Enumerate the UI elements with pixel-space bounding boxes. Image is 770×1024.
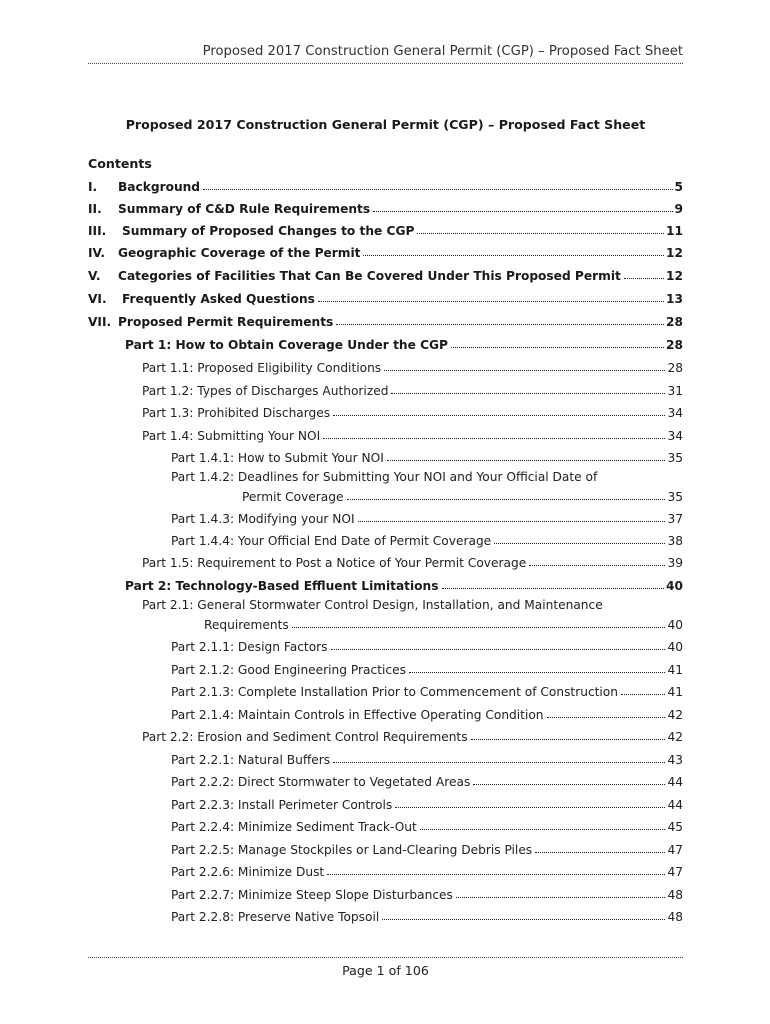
toc-entry[interactable] xyxy=(0,486,770,504)
toc-title[interactable]: Part 2.1: General Stormwater Control Design, Installation, and Maintenance xyxy=(142,598,603,612)
dot-leader xyxy=(391,392,665,394)
header-divider xyxy=(88,63,683,64)
toc-title: Part 2.2.7: Minimize Steep Slope Disturbances xyxy=(171,888,453,902)
toc-title: Part 2.1.3: Complete Installation Prior to Commencement of Construction xyxy=(171,685,618,699)
dot-leader xyxy=(358,520,666,522)
toc-entry[interactable] xyxy=(0,357,770,375)
toc-page: 37 xyxy=(667,512,683,526)
toc-number: II. xyxy=(88,202,102,216)
toc-page: 43 xyxy=(667,753,683,767)
toc-entry[interactable] xyxy=(0,614,770,632)
toc-title-continued: Requirements xyxy=(204,618,289,632)
toc-entry[interactable] xyxy=(0,311,770,329)
document-title: Proposed 2017 Construction General Permit (CGP) – Proposed Fact Sheet xyxy=(125,117,646,132)
toc-entry[interactable] xyxy=(0,771,770,789)
toc-title: Part 1: How to Obtain Coverage Under the CGP xyxy=(125,338,448,352)
toc-entry[interactable] xyxy=(0,447,770,465)
toc-title: Proposed Permit Requirements xyxy=(118,315,334,329)
page-header: Proposed 2017 Construction General Permit (CGP) – Proposed Fact Sheet xyxy=(202,44,683,59)
toc-entry[interactable] xyxy=(0,508,770,526)
toc-title-continued: Permit Coverage xyxy=(242,490,344,504)
toc-title: Part 1.4.4: Your Official End Date of Permit Coverage xyxy=(171,534,492,548)
toc-title: Part 2.2.3: Install Perimeter Controls xyxy=(171,798,393,812)
toc-title: Part 2.2.6: Minimize Dust xyxy=(171,865,325,879)
toc-page: 48 xyxy=(667,888,683,902)
toc-entry[interactable] xyxy=(0,681,770,699)
toc-page: 28 xyxy=(667,361,683,375)
toc-title: Part 2.2.8: Preserve Native Topsoil xyxy=(171,910,380,924)
toc-title: Part 2.2.5: Manage Stockpiles or Land-Clearing Debris Piles xyxy=(171,843,533,857)
toc-entry[interactable] xyxy=(0,265,770,283)
dot-leader xyxy=(471,738,666,740)
dot-leader xyxy=(347,498,666,500)
dot-leader xyxy=(327,873,665,875)
toc-page: 31 xyxy=(667,384,683,398)
toc-entry[interactable] xyxy=(0,794,770,812)
toc-entry[interactable] xyxy=(0,884,770,902)
toc-page: 39 xyxy=(667,556,683,570)
toc-entry[interactable] xyxy=(0,198,770,216)
toc-page: 5 xyxy=(674,180,683,194)
dot-leader xyxy=(395,806,665,808)
toc-entry[interactable] xyxy=(0,839,770,857)
dot-leader xyxy=(456,896,666,898)
toc-title: Part 2.2: Erosion and Sediment Control Requirements xyxy=(142,730,468,744)
toc-page: 38 xyxy=(667,534,683,548)
dot-leader xyxy=(323,437,665,439)
toc-page: 11 xyxy=(666,224,683,238)
dot-leader xyxy=(384,369,665,371)
toc-title: Part 2.1.2: Good Engineering Practices xyxy=(171,663,406,677)
toc-entry[interactable] xyxy=(0,334,770,352)
toc-page: 41 xyxy=(667,685,683,699)
toc-entry[interactable] xyxy=(0,749,770,767)
dot-leader xyxy=(494,542,665,544)
dot-leader xyxy=(382,918,665,920)
toc-title: Frequently Asked Questions xyxy=(122,292,315,306)
toc-entry[interactable] xyxy=(0,402,770,420)
toc-entry[interactable] xyxy=(0,242,770,260)
toc-page: 12 xyxy=(666,269,683,283)
toc-entry[interactable] xyxy=(0,816,770,834)
toc-page: 47 xyxy=(667,865,683,879)
toc-page: 40 xyxy=(667,640,683,654)
toc-entry[interactable] xyxy=(0,380,770,398)
dot-leader xyxy=(621,693,665,695)
toc-entry[interactable] xyxy=(0,552,770,570)
footer-divider xyxy=(88,957,683,958)
toc-entry[interactable] xyxy=(0,425,770,443)
dot-leader xyxy=(624,277,664,279)
dot-leader xyxy=(363,254,664,256)
toc-page: 9 xyxy=(674,202,683,216)
toc-number: III. xyxy=(88,224,107,238)
dot-leader xyxy=(387,459,666,461)
toc-page: 35 xyxy=(667,490,683,504)
dot-leader xyxy=(318,300,664,302)
dot-leader xyxy=(331,648,666,650)
toc-title: Part 1.4: Submitting Your NOI xyxy=(142,429,321,443)
dot-leader xyxy=(333,761,665,763)
dot-leader xyxy=(292,626,666,628)
toc-page: 41 xyxy=(667,663,683,677)
toc-page: 40 xyxy=(667,618,683,632)
toc-page: 28 xyxy=(666,338,683,352)
dot-leader xyxy=(442,587,665,589)
toc-title: Part 2: Technology-Based Effluent Limitations xyxy=(125,579,439,593)
toc-title: Part 1.4.1: How to Submit Your NOI xyxy=(171,451,384,465)
toc-number: V. xyxy=(88,269,101,283)
toc-page: 44 xyxy=(667,798,683,812)
toc-title: Geographic Coverage of the Permit xyxy=(118,246,361,260)
toc-title[interactable]: Part 1.4.2: Deadlines for Submitting Your NOI and Your Official Date of xyxy=(171,470,598,484)
contents-heading: Contents xyxy=(88,156,152,171)
toc-title: Categories of Facilities That Can Be Covered Under This Proposed Permit xyxy=(118,269,621,283)
page-number: Page 1 of 106 xyxy=(342,963,429,978)
toc-title: Summary of C&D Rule Requirements xyxy=(118,202,371,216)
dot-leader xyxy=(417,232,664,234)
toc-entry[interactable] xyxy=(0,288,770,306)
toc-entry[interactable] xyxy=(0,176,770,194)
toc-page: 45 xyxy=(667,820,683,834)
dot-leader xyxy=(409,671,666,673)
dot-leader xyxy=(473,783,665,785)
toc-title: Part 2.2.1: Natural Buffers xyxy=(171,753,331,767)
dot-leader xyxy=(451,346,664,348)
toc-title: Summary of Proposed Changes to the CGP xyxy=(122,224,415,238)
toc-title: Part 1.2: Types of Discharges Authorized xyxy=(142,384,389,398)
dot-leader xyxy=(336,323,664,325)
dot-leader xyxy=(547,716,666,718)
toc-title: Part 2.1.1: Design Factors xyxy=(171,640,328,654)
toc-title: Part 2.2.2: Direct Stormwater to Vegetated Areas xyxy=(171,775,471,789)
dot-leader xyxy=(333,414,665,416)
toc-title: Part 2.2.4: Minimize Sediment Track-Out xyxy=(171,820,417,834)
toc-entry[interactable] xyxy=(0,530,770,548)
toc-entry[interactable] xyxy=(0,704,770,722)
toc-page: 42 xyxy=(667,730,683,744)
toc-page: 28 xyxy=(666,315,683,329)
toc-title: Part 1.3: Prohibited Discharges xyxy=(142,406,331,420)
toc-entry[interactable] xyxy=(0,726,770,744)
toc-page: 42 xyxy=(667,708,683,722)
toc-number: I. xyxy=(88,180,98,194)
toc-title: Part 1.5: Requirement to Post a Notice of Your Permit Coverage xyxy=(142,556,527,570)
toc-entry[interactable] xyxy=(0,636,770,654)
dot-leader xyxy=(373,210,672,212)
toc-number: IV. xyxy=(88,246,106,260)
toc-page: 44 xyxy=(667,775,683,789)
toc-title: Part 1.1: Proposed Eligibility Conditions xyxy=(142,361,382,375)
toc-title: Part 1.4.3: Modifying your NOI xyxy=(171,512,355,526)
toc-page: 12 xyxy=(666,246,683,260)
toc-entry[interactable] xyxy=(0,659,770,677)
toc-page: 34 xyxy=(667,406,683,420)
toc-page: 34 xyxy=(667,429,683,443)
toc-entry[interactable] xyxy=(0,906,770,924)
toc-number: VII. xyxy=(88,315,112,329)
dot-leader xyxy=(420,828,666,830)
toc-page: 35 xyxy=(667,451,683,465)
dot-leader xyxy=(203,188,672,190)
dot-leader xyxy=(529,564,665,566)
toc-page: 13 xyxy=(666,292,683,306)
toc-entry[interactable] xyxy=(0,575,770,593)
toc-page: 48 xyxy=(667,910,683,924)
toc-title: Part 2.1.4: Maintain Controls in Effective Operating Condition xyxy=(171,708,544,722)
toc-number: VI. xyxy=(88,292,107,306)
toc-page: 47 xyxy=(667,843,683,857)
toc-entry[interactable] xyxy=(0,220,770,238)
dot-leader xyxy=(535,851,665,853)
toc-entry[interactable] xyxy=(0,861,770,879)
toc-title: Background xyxy=(118,180,201,194)
toc-page: 40 xyxy=(666,579,683,593)
